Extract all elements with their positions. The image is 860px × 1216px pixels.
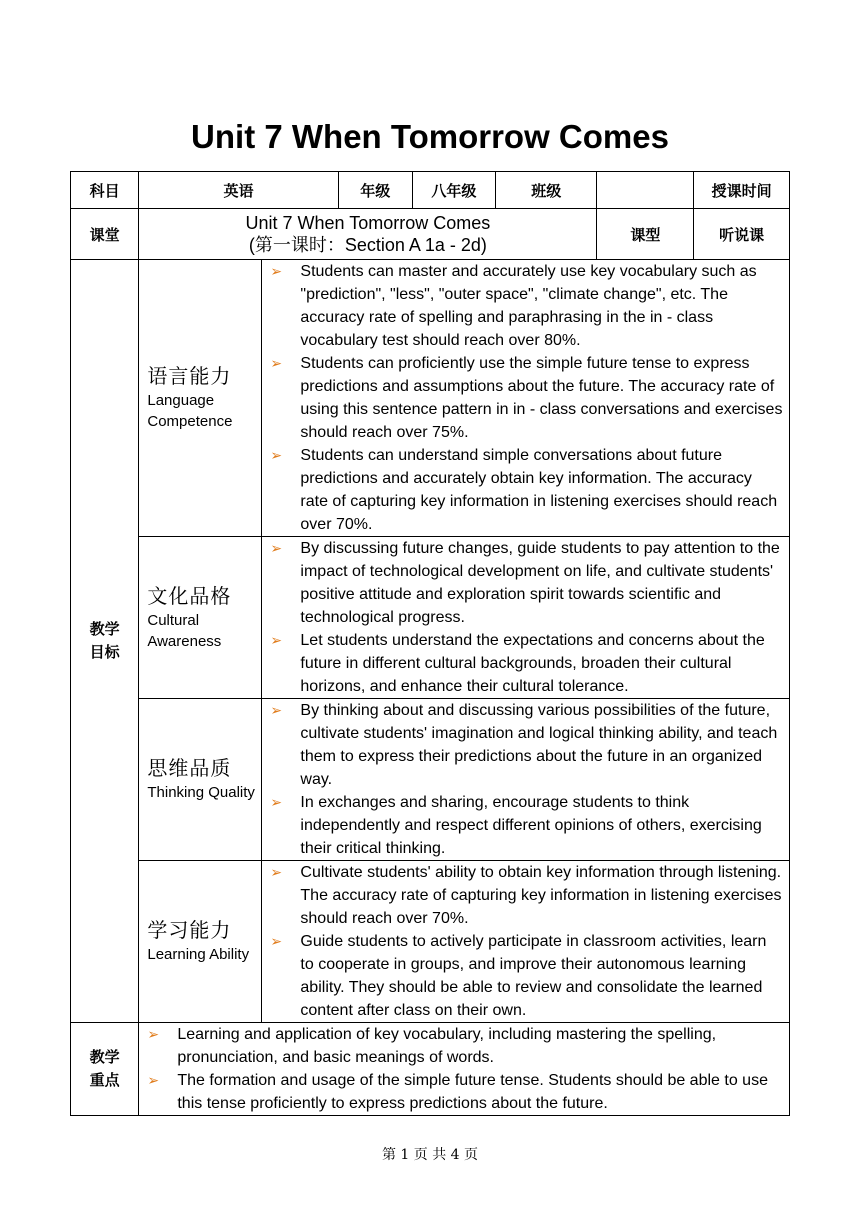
category-cell [139,861,262,1023]
category-items-cell [262,861,790,1023]
arrow-bullet-icon: ➢ [270,794,283,810]
lesson-row [71,209,790,260]
list-item: ➢ In exchanges and sharing, encourage students to think independently and respect different opinions of others, exercising their critical thinking. [270,791,783,860]
objectives-label-cell [71,260,139,1023]
key-points-label-cell [71,1023,139,1116]
category-zh: 文化品格 [147,585,232,608]
grade-label: 年级 [338,172,412,209]
list-item: ➢ Guide students to actively participate in classroom activities, learn to cooperate in groups, and improve their autonomous learning ability. They should be able to review and consolidate the learned content after class on their own. [270,930,783,1022]
arrow-bullet-icon: ➢ [270,632,283,648]
class-value [597,172,694,209]
category-zh: 语言能力 [147,366,232,388]
arrow-bullet-icon: ➢ [270,864,283,880]
arrow-bullet-icon: ➢ [270,263,283,279]
key-points-items-cell [139,1023,790,1116]
category-cell [139,537,262,699]
arrow-bullet-icon: ➢ [147,1072,160,1088]
arrow-bullet-icon: ➢ [270,933,283,949]
arrow-bullet-icon: ➢ [270,702,283,718]
type-label: 课型 [597,209,694,260]
list-item: ➢ Let students understand the expectations and concerns about the future in different cultural backgrounds, broaden their cultural horizons, and enhance their cultural tolerance. [270,629,783,698]
objective-list [262,861,789,1022]
lesson-title-cell [139,209,597,260]
list-item: ➢ By discussing future changes, guide students to pay attention to the impact of technological development on life, and cultivate students' positive attitude and exploration spirit towards scientific and technological progress. [270,537,783,629]
list-item: ➢ Learning and application of key vocabulary, including mastering the spelling, pronunciation, and basic meanings of words. [147,1023,783,1069]
category-cell [139,260,262,537]
lesson-section: (第一课时：Section A 1a - 2d) [248,235,487,255]
time-label: 授课时间 [694,172,790,209]
lesson-label: 课堂 [71,209,139,260]
arrow-bullet-icon: ➢ [270,447,283,463]
list-item: ➢ Students can understand simple conversations about future predictions and accurately obtain key information. The accuracy rate of capturing key information in listening exercises should reach over 70%. [270,444,783,536]
subject-value: 英语 [139,172,338,209]
category-en: Language Competence [147,392,233,430]
objective-row-language [71,260,790,537]
category-items-cell [262,537,790,699]
category-zh: 学习能力 [147,920,232,942]
objective-row-culture [71,537,790,699]
header-row [71,172,790,209]
list-item: ➢ Cultivate students' ability to obtain key information through listening. The accuracy rate of capturing key information in listening exercises should reach over 70%. [270,861,783,930]
type-value: 听说课 [694,209,790,260]
key-points-list [139,1023,789,1115]
key-points-label: 教学重点 [89,1049,120,1089]
list-item: ➢ The formation and usage of the simple future tense. Students should be able to use this tense proficiently to express predictions about the future. [147,1069,783,1115]
grade-value: 八年级 [412,172,495,209]
subject-label: 科目 [71,172,139,209]
key-points-row [71,1023,790,1116]
category-cell [139,699,262,861]
list-item: ➢ By thinking about and discussing various possibilities of the future, cultivate students' imagination and logical thinking ability, and teach them to express their predictions about the future in an organized way. [270,699,783,791]
objective-row-thinking [71,699,790,861]
objectives-label: 教学目标 [89,621,120,661]
list-item: ➢ Students can master and accurately use key vocabulary such as "prediction", "less", "outer space", "climate change", etc. The accuracy rate of spelling and paraphrasing in the in - class vocabulary test should reach over 80%. [270,260,783,352]
objective-row-learning [71,861,790,1023]
category-en: Learning Ability [147,946,250,963]
category-items-cell [262,260,790,537]
arrow-bullet-icon: ➢ [270,540,283,556]
lesson-title: Unit 7 When Tomorrow Comes [245,213,491,233]
document-title: Unit 7 When Tomorrow Comes [191,118,669,155]
category-items-cell [262,699,790,861]
objective-list [262,260,789,536]
arrow-bullet-icon: ➢ [147,1026,160,1042]
category-en: Cultural Awareness [147,611,222,650]
lesson-plan-table [70,171,790,1116]
page-number: 第 1 页 共 4 页 [381,1147,479,1163]
objective-list [262,537,789,698]
list-item: ➢ Students can proficiently use the simple future tense to express predictions and assumptions about the future. The accuracy rate of using this sentence pattern in in - class conversations and exercises should reach over 75%. [270,352,783,444]
objective-list [262,699,789,860]
arrow-bullet-icon: ➢ [270,355,283,371]
category-zh: 思维品质 [147,758,232,780]
class-label: 班级 [496,172,597,209]
category-en: Thinking Quality [147,784,255,801]
